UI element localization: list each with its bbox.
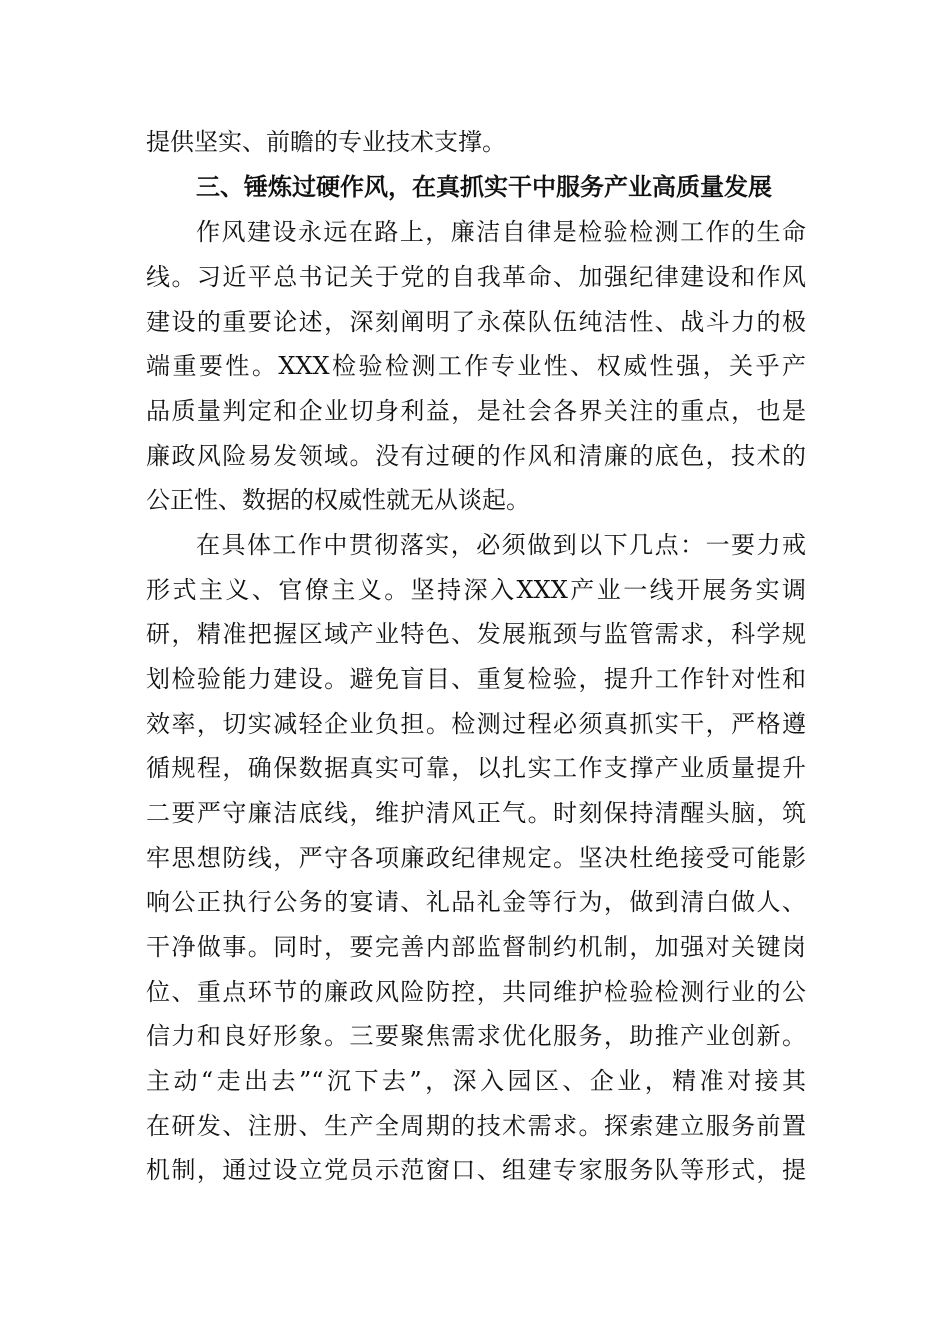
paragraph-1-line: 廉政风险易发领域。没有过硬的作风和清廉的底色，技术的 <box>146 442 806 470</box>
paragraph-2-line: 响公正执行公务的宴请、礼品礼金等行为，做到清白做人、 <box>146 888 806 916</box>
section-heading: 三、锤炼过硬作风，在真抓实干中服务产业高质量发展 <box>196 173 772 201</box>
paragraph-1-line: 端重要性。XXX检验检测工作专业性、权威性强，关乎产 <box>146 352 806 380</box>
paragraph-2-line: 机制，通过设立党员示范窗口、组建专家服务队等形式，提 <box>146 1156 806 1184</box>
paragraph-2-line: 主动“走出去”“沉下去”，深入园区、企业，精准对接其 <box>146 1067 806 1095</box>
paragraph-2-line: 干净做事。同时，要完善内部监督制约机制，加强对关键岗 <box>146 933 806 961</box>
text-line: 提供坚实、前瞻的专业技术支撑。 <box>146 128 506 156</box>
paragraph-1-line: 线。习近平总书记关于党的自我革命、加强纪律建设和作风 <box>146 263 806 291</box>
paragraph-1-line: 公正性、数据的权威性就无从谈起。 <box>146 486 530 514</box>
paragraph-2-line: 在具体工作中贯彻落实，必须做到以下几点：一要力戒 <box>196 531 806 559</box>
paragraph-2-line: 形式主义、官僚主义。坚持深入XXX产业一线开展务实调 <box>146 576 806 604</box>
paragraph-2-line: 循规程，确保数据真实可靠，以扎实工作支撑产业质量提升 <box>146 754 806 782</box>
paragraph-2-line: 效率，切实减轻企业负担。检测过程必须真抓实干，严格遵 <box>146 710 806 738</box>
paragraph-2-line: 位、重点环节的廉政风险防控，共同维护检验检测行业的公 <box>146 978 806 1006</box>
paragraph-1-line: 品质量判定和企业切身利益，是社会各界关注的重点，也是 <box>146 397 806 425</box>
paragraph-1-line: 作风建设永远在路上，廉洁自律是检验检测工作的生命 <box>196 218 806 246</box>
paragraph-2-line: 信力和良好形象。三要聚焦需求优化服务，助推产业创新。 <box>146 1022 806 1050</box>
paragraph-2-line: 牢思想防线，严守各项廉政纪律规定。坚决杜绝接受可能影 <box>146 844 806 872</box>
paragraph-2-line: 在研发、注册、生产全周期的技术需求。探索建立服务前置 <box>146 1112 806 1140</box>
paragraph-2-line: 二要严守廉洁底线，维护清风正气。时刻保持清醒头脑，筑 <box>146 799 806 827</box>
paragraph-1-line: 建设的重要论述，深刻阐明了永葆队伍纯洁性、战斗力的极 <box>146 308 806 336</box>
paragraph-2-line: 划检验能力建设。避免盲目、重复检验，提升工作针对性和 <box>146 665 806 693</box>
paragraph-2-line: 研，精准把握区域产业特色、发展瓶颈与监管需求，科学规 <box>146 620 806 648</box>
